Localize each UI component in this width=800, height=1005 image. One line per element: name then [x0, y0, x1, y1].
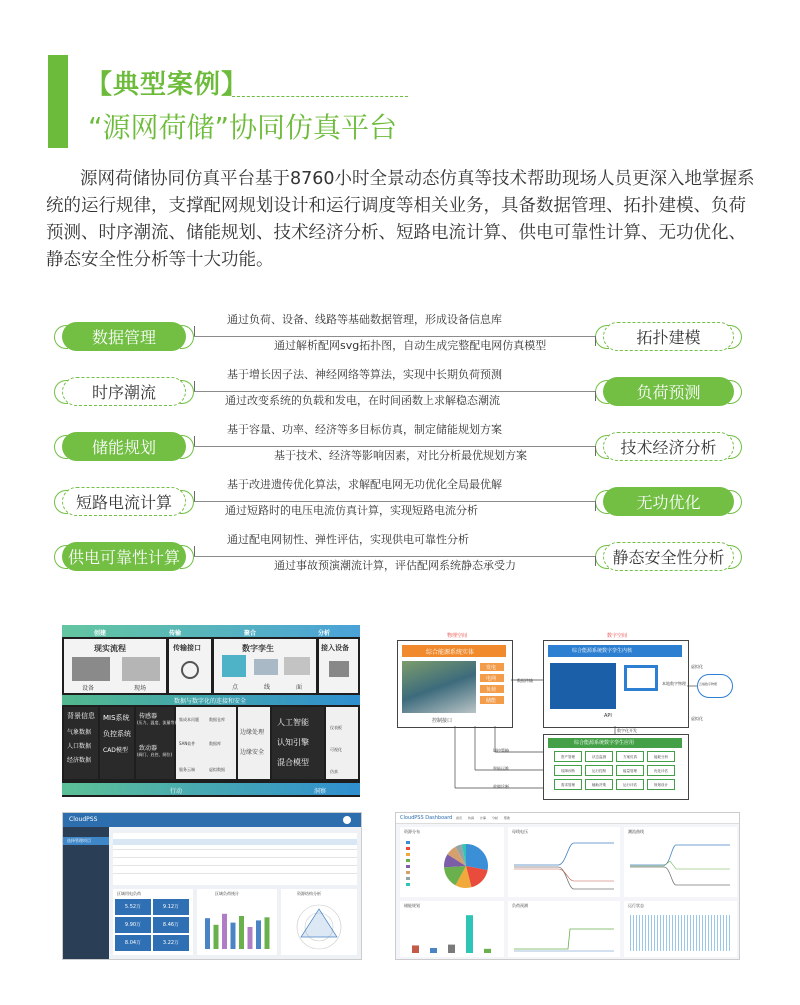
legend-swatch [406, 853, 410, 856]
app-logo: CloudPSS [69, 816, 98, 823]
sensor-1: (压力、温度、流量等) [137, 720, 177, 725]
biz-3: 经济数据 [67, 757, 92, 764]
pie-title: 资源分布 [404, 829, 420, 834]
dash-nav-2: 计算 [480, 816, 487, 820]
mini-bar [239, 916, 244, 949]
cloud-label-2: 虚拟化 [691, 716, 703, 721]
point-model [222, 655, 246, 677]
bracket-right [180, 435, 194, 459]
pie-slice [466, 844, 488, 870]
line-label: 线 [264, 684, 271, 691]
architecture-diagram-1 [62, 625, 360, 797]
app-item: 运行控制 [585, 765, 613, 776]
stat-tile: 8.46万 [153, 917, 189, 933]
data-table [113, 833, 357, 885]
app-item: 状态监测 [585, 751, 613, 762]
app-item: 规划设计 [647, 779, 675, 790]
sys-0: MIS系统 [103, 714, 130, 722]
function-pill-right: 拓扑建模 [603, 322, 734, 351]
storage-bar [466, 915, 473, 953]
dash-nav-3: 分析 [492, 816, 499, 820]
connector-tick [595, 446, 596, 456]
bracket-left [54, 380, 68, 404]
bracket-right [728, 435, 742, 459]
edge-column [238, 707, 270, 779]
mini-bar [231, 923, 236, 949]
function-desc-lower: 通过解析配网svg拓扑图，自动生成完整配电网仿真模型 [274, 339, 547, 352]
local-label: 本地数字物理 [662, 681, 686, 686]
arch1-top-band [62, 625, 360, 637]
function-pill-left: 时序潮流 [62, 377, 186, 406]
sensor-column [136, 707, 177, 779]
radar-title: 资源结构分析 [297, 891, 321, 896]
architecture-diagram-2 [395, 630, 740, 800]
function-pill-left: 储能规划 [62, 432, 186, 461]
flow-2: 故障诊断 [493, 784, 509, 789]
app-item: 故障诊断 [554, 765, 582, 776]
connector-tick [194, 326, 195, 336]
stat-tile: 9.90万 [115, 917, 151, 933]
site-image [122, 657, 160, 681]
line-model [254, 659, 278, 675]
bracket-right [180, 545, 194, 569]
api-label: API [604, 713, 612, 719]
tool-3: 数据库 [209, 741, 221, 746]
tool-5: 虚拟数据 [209, 767, 225, 772]
stats-title: 区域用电负荷 [117, 891, 141, 896]
app-item: 方案仿真 [616, 751, 644, 762]
function-desc-lower: 通过事故预演潮流计算，评估配网系统静态承受力 [274, 559, 516, 572]
sys-2: CAD模型 [103, 747, 128, 754]
sensor-3: (阀门、启控、闸位) [137, 752, 173, 757]
function-desc-upper: 基于增长因子法、神经网络等算法，实现中长期负荷预测 [227, 368, 502, 381]
app-item: 能耗分析 [647, 751, 675, 762]
bar-chart-panel [197, 889, 277, 955]
radar-panel [281, 889, 357, 955]
mini-bar [214, 925, 219, 949]
function-desc-lower: 通过短路时的电压电流仿真计算，实现短路电流分析 [225, 504, 478, 517]
side-menu [63, 827, 109, 960]
arch1-top-3: 分析 [318, 630, 331, 637]
tool-2: SAN软件 [179, 741, 196, 746]
function-desc-lower: 基于技术、经济等影响因素，对比分析最优规划方案 [274, 449, 527, 462]
connector-tick [194, 491, 195, 501]
app-item: 能量管理 [616, 765, 644, 776]
wifi-icon [181, 661, 199, 679]
connector-tick [194, 381, 195, 391]
transfer-label: 数据传输 [517, 678, 533, 683]
control-interface: 控制接口 [432, 718, 453, 724]
bracket-left [595, 380, 609, 404]
digital-space-label: 数字空间 [607, 633, 628, 639]
transport-panel [169, 639, 211, 693]
output-column [326, 707, 358, 779]
bracket-left [54, 325, 68, 349]
dev-label: 数字化开发 [617, 728, 637, 733]
storage-bar [448, 945, 455, 953]
dashboard-screenshot-2 [395, 812, 740, 960]
bracket-left [54, 545, 68, 569]
stat-tile: 5.52万 [115, 899, 151, 915]
connector-tick [595, 501, 596, 511]
storage-bar [412, 945, 419, 953]
forecast-title: 负荷预测 [512, 903, 528, 908]
function-desc-upper: 基于改进遗传优化算法，求解配电网无功优化全局最优解 [227, 478, 502, 491]
storage-panel [400, 901, 504, 957]
transport-title: 传输接口 [173, 644, 201, 652]
biz-2: 人口数据 [67, 743, 92, 750]
bracket-left [54, 435, 68, 459]
status-waveform [630, 915, 730, 951]
output-0: 仪表板 [330, 725, 342, 730]
pie-panel [400, 827, 504, 897]
dash-nav-0: 首页 [456, 816, 463, 820]
app-item: 运行评估 [616, 779, 644, 790]
function-pill-right: 静态安全性分析 [603, 542, 734, 571]
legend-swatch [406, 847, 410, 850]
connector-lines [395, 630, 740, 800]
middle-band-label: 数据与数字化的连接和安全 [174, 698, 247, 705]
legend-swatch [406, 865, 410, 868]
twin-app-title: 综合能源系统数字孪生应用 [574, 740, 635, 746]
legend-swatch [406, 883, 410, 886]
app-item: 需求管理 [554, 779, 582, 790]
reality-panel [64, 639, 166, 693]
storage-bar [430, 948, 437, 953]
function-pill-right: 负荷预测 [603, 377, 734, 406]
status-title: 运行状态 [628, 903, 644, 908]
voltage-panel [508, 827, 620, 897]
intro-paragraph: 源网荷储协同仿真平台基于8760小时全景动态仿真等技术帮助现场人员更深入地掌握系统的运行规律，支撑配网规划设计和运行调度等相关业务，具备数据管理、拓扑建模、负荷预测、时序潮流、储能规划、技术经济分析、短路电流计算、供电可靠性计算、无功优化、静态安全性分析等十大功能。 [46, 169, 755, 270]
function-pill-left: 数据管理 [62, 322, 186, 351]
bar-chart-title: 区域负荷统计 [215, 891, 239, 896]
cloud-label-1: 云端数字物理 [699, 682, 718, 686]
bracket-right [180, 325, 194, 349]
bracket-left [595, 545, 609, 569]
app-item: 资产管理 [554, 751, 582, 762]
arch1-top-2: 聚合 [244, 630, 257, 637]
mini-bar [256, 920, 261, 949]
bracket-left [595, 325, 609, 349]
output-1: 可视化 [330, 747, 342, 752]
bracket-right [728, 380, 742, 404]
ai-column [272, 707, 324, 779]
mini-bar [222, 914, 227, 949]
function-desc-lower: 通过改变系统的负载和发电，在时间函数上求解稳态潮流 [225, 394, 500, 407]
mini-bar [248, 927, 253, 949]
equipment-image [72, 657, 110, 681]
connector-tick [595, 336, 596, 346]
stat-tile: 8.04万 [115, 935, 151, 951]
mini-bar-chart [197, 899, 277, 955]
stat-tile: 3.22万 [153, 935, 189, 951]
physical-space-label: 物理空间 [447, 633, 468, 639]
mini-bar [265, 917, 270, 949]
tool-1: 数据仓库 [209, 717, 225, 722]
forecast-panel [508, 901, 620, 957]
bracket-left [54, 490, 68, 514]
pie-chart [400, 835, 504, 897]
sensor-0: 传感器 [139, 713, 158, 720]
twin-kernel-title: 综合能源系统数字孪生内核 [572, 648, 633, 654]
biz-column [64, 707, 98, 779]
function-pill-left: 供电可靠性计算 [62, 542, 186, 571]
bracket-right [180, 380, 194, 404]
function-desc-upper: 通过配电网韧性、弹性评估，实现供电可靠性分析 [227, 533, 469, 546]
flow-chart [624, 835, 737, 897]
function-pill-right: 无功优化 [603, 487, 734, 516]
ai-0: 人工智能 [277, 718, 309, 727]
twin-panel [214, 639, 316, 693]
connector-tick [194, 546, 195, 556]
item-1: 电网 [486, 676, 497, 682]
bracket-right [180, 490, 194, 514]
dashboard-screenshot-1 [62, 812, 362, 960]
storage-bar [484, 949, 491, 953]
page-title: “源网荷储”协同仿真平台 [88, 111, 398, 144]
function-desc-upper: 通过负荷、设备、线路等基础数据管理，形成设备信息库 [227, 313, 502, 326]
cloud-label-0: 虚拟化 [691, 664, 703, 669]
flow-1: 智能运维 [493, 766, 509, 771]
tools-grid [176, 707, 236, 779]
status-panel [624, 901, 737, 957]
dash-nav-4: 帮助 [504, 816, 511, 820]
voltage-title: 母线电压 [512, 829, 528, 834]
bracket-right [728, 325, 742, 349]
bottom-right-label: 洞察 [314, 788, 327, 795]
item-0: 发电 [486, 665, 497, 671]
connector-tick [595, 391, 596, 401]
stats-panel [113, 889, 193, 955]
output-2: 仿真 [330, 769, 338, 774]
legend-swatch [406, 859, 410, 862]
app-header [63, 813, 362, 827]
app-item: 优化评估 [647, 765, 675, 776]
item-2: 负荷 [486, 687, 497, 693]
arch1-top-0: 创建 [94, 630, 107, 637]
stats-grid [115, 899, 191, 953]
bracket-right [728, 490, 742, 514]
edge-1: 边缘安全 [240, 749, 265, 756]
dash-nav-1: 仿真 [468, 816, 475, 820]
menu-item: 选择管理项目 [67, 838, 91, 843]
access-panel [319, 639, 358, 693]
access-title: 接入设备 [321, 644, 349, 652]
twin-title: 数字孪生 [242, 644, 274, 653]
biz-1: 气象数据 [67, 729, 92, 736]
radar-chart [281, 899, 357, 955]
tool-0: 集成本问题 [179, 717, 199, 722]
biz-0: 背景信息 [67, 712, 95, 720]
item-3: 储能 [486, 698, 497, 704]
sys-1: 负控系统 [103, 730, 131, 738]
stat-tile: 9.12万 [153, 899, 189, 915]
site-label: 现场 [134, 685, 147, 692]
legend-swatch [406, 841, 410, 844]
storage-title: 储能规划 [404, 903, 420, 908]
point-label: 点 [232, 684, 239, 691]
device-icon [329, 661, 349, 677]
physical-title: 综合能源系统实体 [426, 649, 475, 656]
system-column [100, 707, 134, 779]
bracket-right [728, 545, 742, 569]
tool-4: 服务云端 [179, 767, 195, 772]
function-pill-left: 短路电流计算 [62, 487, 186, 516]
equipment-label: 设备 [82, 685, 95, 692]
mini-bar [205, 918, 210, 949]
storage-bar-chart [400, 909, 504, 957]
table-header [113, 839, 357, 845]
bracket-left [595, 435, 609, 459]
voltage-chart [508, 835, 620, 897]
connector-tick [194, 436, 195, 446]
legend-swatch [406, 877, 410, 880]
face-label: 面 [296, 684, 303, 691]
forecast-chart [508, 909, 620, 957]
flow-title: 潮流曲线 [628, 829, 644, 834]
bottom-left-label: 行动 [170, 788, 183, 795]
bracket-left [595, 490, 609, 514]
arch1-top-1: 传输 [169, 630, 182, 637]
sensor-2: 致动器 [139, 745, 158, 752]
connector-tick [595, 556, 596, 566]
legend-swatch [406, 871, 410, 874]
ai-2: 混合模型 [277, 758, 309, 767]
avatar [343, 816, 351, 824]
section-label: 【典型案例】 [86, 70, 249, 100]
flow-0: 调控策略 [493, 748, 509, 753]
function-desc-upper: 基于容量、功率、经济等多目标仿真，制定储能规划方案 [227, 423, 502, 436]
face-model [284, 657, 310, 675]
dash-logo: CloudPSS Dashboard [400, 815, 453, 821]
app-item: 辅助决策 [585, 779, 613, 790]
function-pill-right: 技术经济分析 [603, 432, 734, 461]
flow-panel [624, 827, 737, 897]
ai-1: 认知引擎 [277, 738, 309, 747]
reality-title: 现实流程 [94, 644, 126, 653]
edge-0: 边缘处理 [240, 729, 265, 736]
